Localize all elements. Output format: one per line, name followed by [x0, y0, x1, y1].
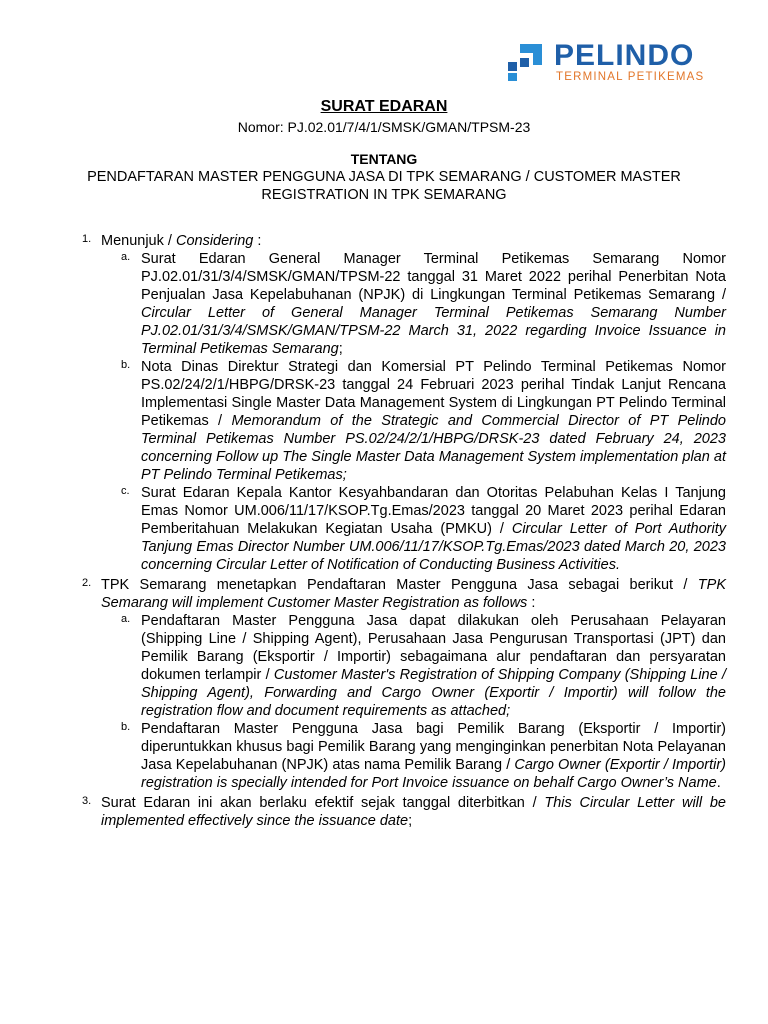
tentang-heading: TENTANG [350, 151, 418, 167]
document-subject: PENDAFTARAN MASTER PENGGUNA JASA DI TPK SEMARANG / CUSTOMER MASTER REGISTRATION IN TPK SEMARANG [87, 169, 681, 203]
pelindo-logo [506, 40, 726, 86]
sub-item-2a: a. Pendaftaran Master Pengguna Jasa dapat dilakukan oleh Perusahaan Pelayaran (Shipping Line / Shipping Agent), Perusahaan Jasa Pengurusan Transportasi (JPT) dan Pemilik Barang (Eksportir / Importir) sebagaimana alur pendaftaran dan persyaratan dokumen terlampir / Customer Master's Registration of Shipping Company (Shipping Line / Shipping Agent), Forwarding and Cargo Owner (Exportir / Importir) will follow the registration flow and document requirements as attached; [101, 612, 726, 720]
sub-item-letter: c. [121, 485, 130, 497]
list-item-1 [0, 232, 768, 574]
sub-item-1c: c. Surat Edaran Kepala Kantor Kesyahbandaran dan Otoritas Pelabuhan Kelas I Tanjung Emas Nomor UM.006/11/17/KSOP.Tg.Emas/2023 tanggal 20 Maret 2023 perihal Edaran Pemberitahuan Melakukan Kegiatan Usaha (PMKU) / Circular Letter of Port Authority Tanjung Emas Director Number UM.006/11/17/KSOP.Tg.Emas/2023 dated March 20, 2023 concerning Circular Letter of Notification of Conducting Business Activities. [101, 484, 726, 574]
pelindo-logo-mark-icon [506, 42, 546, 82]
sub-item-2b: b. Pendaftaran Master Pengguna Jasa bagi Pemilik Barang (Eksportir / Importir) diperuntukkan khusus bagi Pemilik Barang yang menginginkan penerbitan Nota Pelayanan Jasa Kepelabuhanan (NPJK) atas nama Pemilik Barang / Cargo Owner (Exportir / Importir) registration is specially intended for Port Invoice issuance on behalf Cargo Owner’s Name. [101, 720, 726, 792]
letter-header [0, 96, 768, 204]
item-number: 1. [82, 233, 92, 245]
item-lead: TPK Semarang menetapkan Pendaftaran Master Pengguna Jasa sebagai berikut / TPK Semarang will implement Customer Master Registration as follows : [101, 577, 726, 611]
logo-tagline: TERMINAL PETIKEMAS [556, 71, 705, 83]
sub-item-1a: a. Surat Edaran General Manager Terminal Petikemas Semarang Nomor PJ.02.01/31/3/4/SMSK/GMAN/TPSM-22 tanggal 31 Maret 2022 perihal Penerbitan Nota Penjualan Jasa Kepelabuhanan (NPJK) di Lingkungan Terminal Petikemas Semarang / Circular Letter of General Manager Terminal Petikemas Semarang Number PJ.02.01/31/3/4/SMSK/GMAN/TPSM-22 March 31, 2022 regarding Invoice Issuance in Terminal Petikemas Semarang; [101, 250, 726, 358]
letter-body [0, 232, 768, 830]
sub-item-letter: b. [121, 359, 131, 371]
item-lead: Surat Edaran ini akan berlaku efektif sejak tanggal diterbitkan / This Circular Letter will be implemented effectively since the issuance date; [101, 795, 726, 829]
list-item-2 [0, 576, 768, 792]
document-number: Nomor: PJ.02.01/7/4/1/SMSK/GMAN/TPSM-23 [237, 119, 531, 135]
item-lead: Menunjuk / Considering : [101, 233, 262, 249]
logo-brand: PELINDO [554, 39, 695, 72]
item-number: 3. [82, 795, 92, 807]
sub-item-letter: b. [121, 721, 131, 733]
item-number: 2. [82, 577, 92, 589]
list-item-3 [0, 794, 768, 830]
sub-item-1b: b. Nota Dinas Direktur Strategi dan Komersial PT Pelindo Terminal Petikemas Nomor PS.02/24/2/1/HBPG/DRSK-23 tanggal 24 Februari 2023 perihal Tindak Lanjut Rencana Implementasi Single Master Data Management System di Lingkungan PT Pelindo Terminal Petikemas / Memorandum of the Strategic and Commercial Director of PT Pelindo Terminal Petikemas Number PS.02/24/2/1/HBPG/DRSK-23 dated February 24, 2023 concerning Follow up The Single Master Data Management System implementation plan at PT Pelindo Terminal Petikemas; [101, 358, 726, 484]
sub-item-letter: a. [121, 613, 131, 625]
sub-item-letter: a. [121, 251, 131, 263]
document-title: SURAT EDARAN [320, 98, 448, 115]
